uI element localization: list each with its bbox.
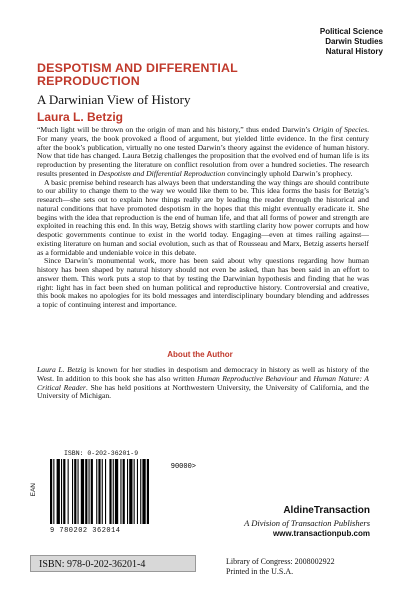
barcode-stripe (134, 459, 135, 524)
about-text-1: is known for her studies in despotism and democracy in history as well as history of the West. In addition to this book she has also written (37, 365, 369, 383)
barcode-stripe (147, 459, 149, 524)
book-subtitle: A Darwinian View of History (37, 92, 191, 107)
p1-text-b: . For many years, the book provoked a flood of argument, but yielded little evidence. In the first century after the book’s publication, virtually no one tested Darwin’s theory against the evidence of human history. Now that tide has changed. Laura Betzig challenges the proposition that the evolved end of human life is its reproduction by presenting the literature on conflict resolution from over a hundred societies. The research results presented in (37, 125, 369, 178)
barcode-stripe (129, 459, 132, 524)
publisher-block (200, 505, 370, 538)
barcode-price-code: 90000> (170, 463, 196, 471)
barcode-stripe (78, 459, 79, 524)
barcode-stripe (68, 459, 69, 524)
p1-text-c: convincingly uphold Darwin’s prophecy. (225, 168, 353, 178)
isbn-box: ISBN: 978-0-202-36201-4 (30, 555, 196, 572)
barcode-stripe (109, 459, 111, 524)
barcode-stripe (63, 459, 65, 524)
barcode-stripe (61, 459, 62, 524)
barcode-stripe (85, 459, 87, 524)
barcode-stripe (102, 459, 103, 524)
p1-text-a: “Much light will be thrown on the origin of man and his history,” thus ended Darwin’s (37, 125, 313, 134)
p1-italic-title-2: Despotism and Differential Reproduction (98, 168, 226, 178)
p1-italic-title: Origin of Species (312, 125, 368, 134)
barcode-stripe (74, 459, 76, 524)
barcode-stripe (53, 459, 54, 524)
barcode-stripe (91, 459, 93, 524)
about-author-text (37, 366, 369, 401)
about-book-1: Human Reproductive Behaviour (197, 373, 298, 383)
barcode-stripe (81, 459, 84, 524)
publisher-description: A Division of Transaction Publishers (244, 518, 370, 528)
category-natural-history: Natural History (325, 47, 383, 56)
barcode-stripe (96, 459, 97, 524)
barcode-stripe (113, 459, 114, 524)
barcode-stripe (137, 459, 138, 524)
description-paragraph-1 (37, 126, 369, 179)
book-description (37, 126, 369, 310)
barcode-stripe (89, 459, 90, 524)
subject-categories (243, 27, 383, 57)
barcode-stripe (127, 459, 128, 524)
barcode-stripe (50, 459, 52, 524)
barcode (30, 447, 207, 541)
barcode-bars (48, 459, 198, 524)
barcode-number: 9 780202 362014 (50, 527, 121, 535)
about-text-2: and (297, 373, 314, 383)
barcode-stripe (72, 459, 73, 524)
barcode-stripe (115, 459, 118, 524)
book-author: Laura L. Betzig (37, 110, 124, 124)
barcode-stripe (123, 459, 125, 524)
publisher-url: www.transactionpub.com (272, 529, 370, 538)
barcode-stripe (105, 459, 106, 524)
title-line-1: DESPOTISM AND DIFFERENTIAL (37, 61, 238, 75)
barcode-stripe (98, 459, 100, 524)
description-paragraph-3: Since Darwin’s monumental work, more has been said about why questions regarding how human history has been shaped by natural history should not even be asked, than has been said in an effort to answer them. This work puts a stop to that by testing the Darwinian hypothesis and finding that he was right: light has in fact been shed on human political and reproductive history. Controversial and creative, this book makes no apologies for its bold messages and interdisciplinary boundary blending and addresses a topic of continuing interest and importance. (37, 256, 369, 309)
about-text-3: . She has held positions at Northwestern University, the University of California, and the University of Michigan. (37, 382, 369, 401)
barcode-stripe (142, 459, 145, 524)
about-book-2: Human Nature: A Critical Reader (37, 373, 369, 392)
barcode-stripe (57, 459, 60, 524)
about-author-name: Laura L. Betzig (37, 365, 87, 374)
library-of-congress: Library of Congress: 2008002922 (226, 557, 335, 566)
library-info (226, 557, 376, 577)
publisher-name: AldineTransaction (283, 505, 370, 516)
description-paragraph-2: A basic premise behind research has always been that understanding the way things are should contribute to our ability to change them to the way we would like them to be. This idea forms the basis for Betzig’s research—she sets out to explain how things really are by leading the reader through the historical and natural conditions that have promoted despotism in the hopes that this might eventually eradicate it. She begins with the idea that reproduction is the end of human life, and that all forms of power and strength are exploited in reaching this end. In this way, Betzig shows with startling clarity how power corrupts and how despotic governments continue to exist in the world today. Engaging—even at times railing against—existing literature on human and social evolution, such as that of Rousseau and Marx, Betzig asserts herself as a formidable and undeniable voice in this debate. (37, 177, 369, 257)
barcode-stripe (140, 459, 141, 524)
book-title (37, 62, 337, 88)
barcode-isbn-label: ISBN: 0-202-36201-9 (64, 450, 139, 457)
printed-in: Printed in the U.S.A. (226, 567, 294, 576)
barcode-stripe (120, 459, 121, 524)
about-author-heading: About the Author (167, 350, 233, 359)
category-political-science: Political Science (319, 27, 383, 36)
title-line-2: REPRODUCTION (37, 74, 140, 88)
category-darwin-studies: Darwin Studies (325, 37, 383, 46)
barcode-ean-label: EAN (30, 483, 37, 497)
